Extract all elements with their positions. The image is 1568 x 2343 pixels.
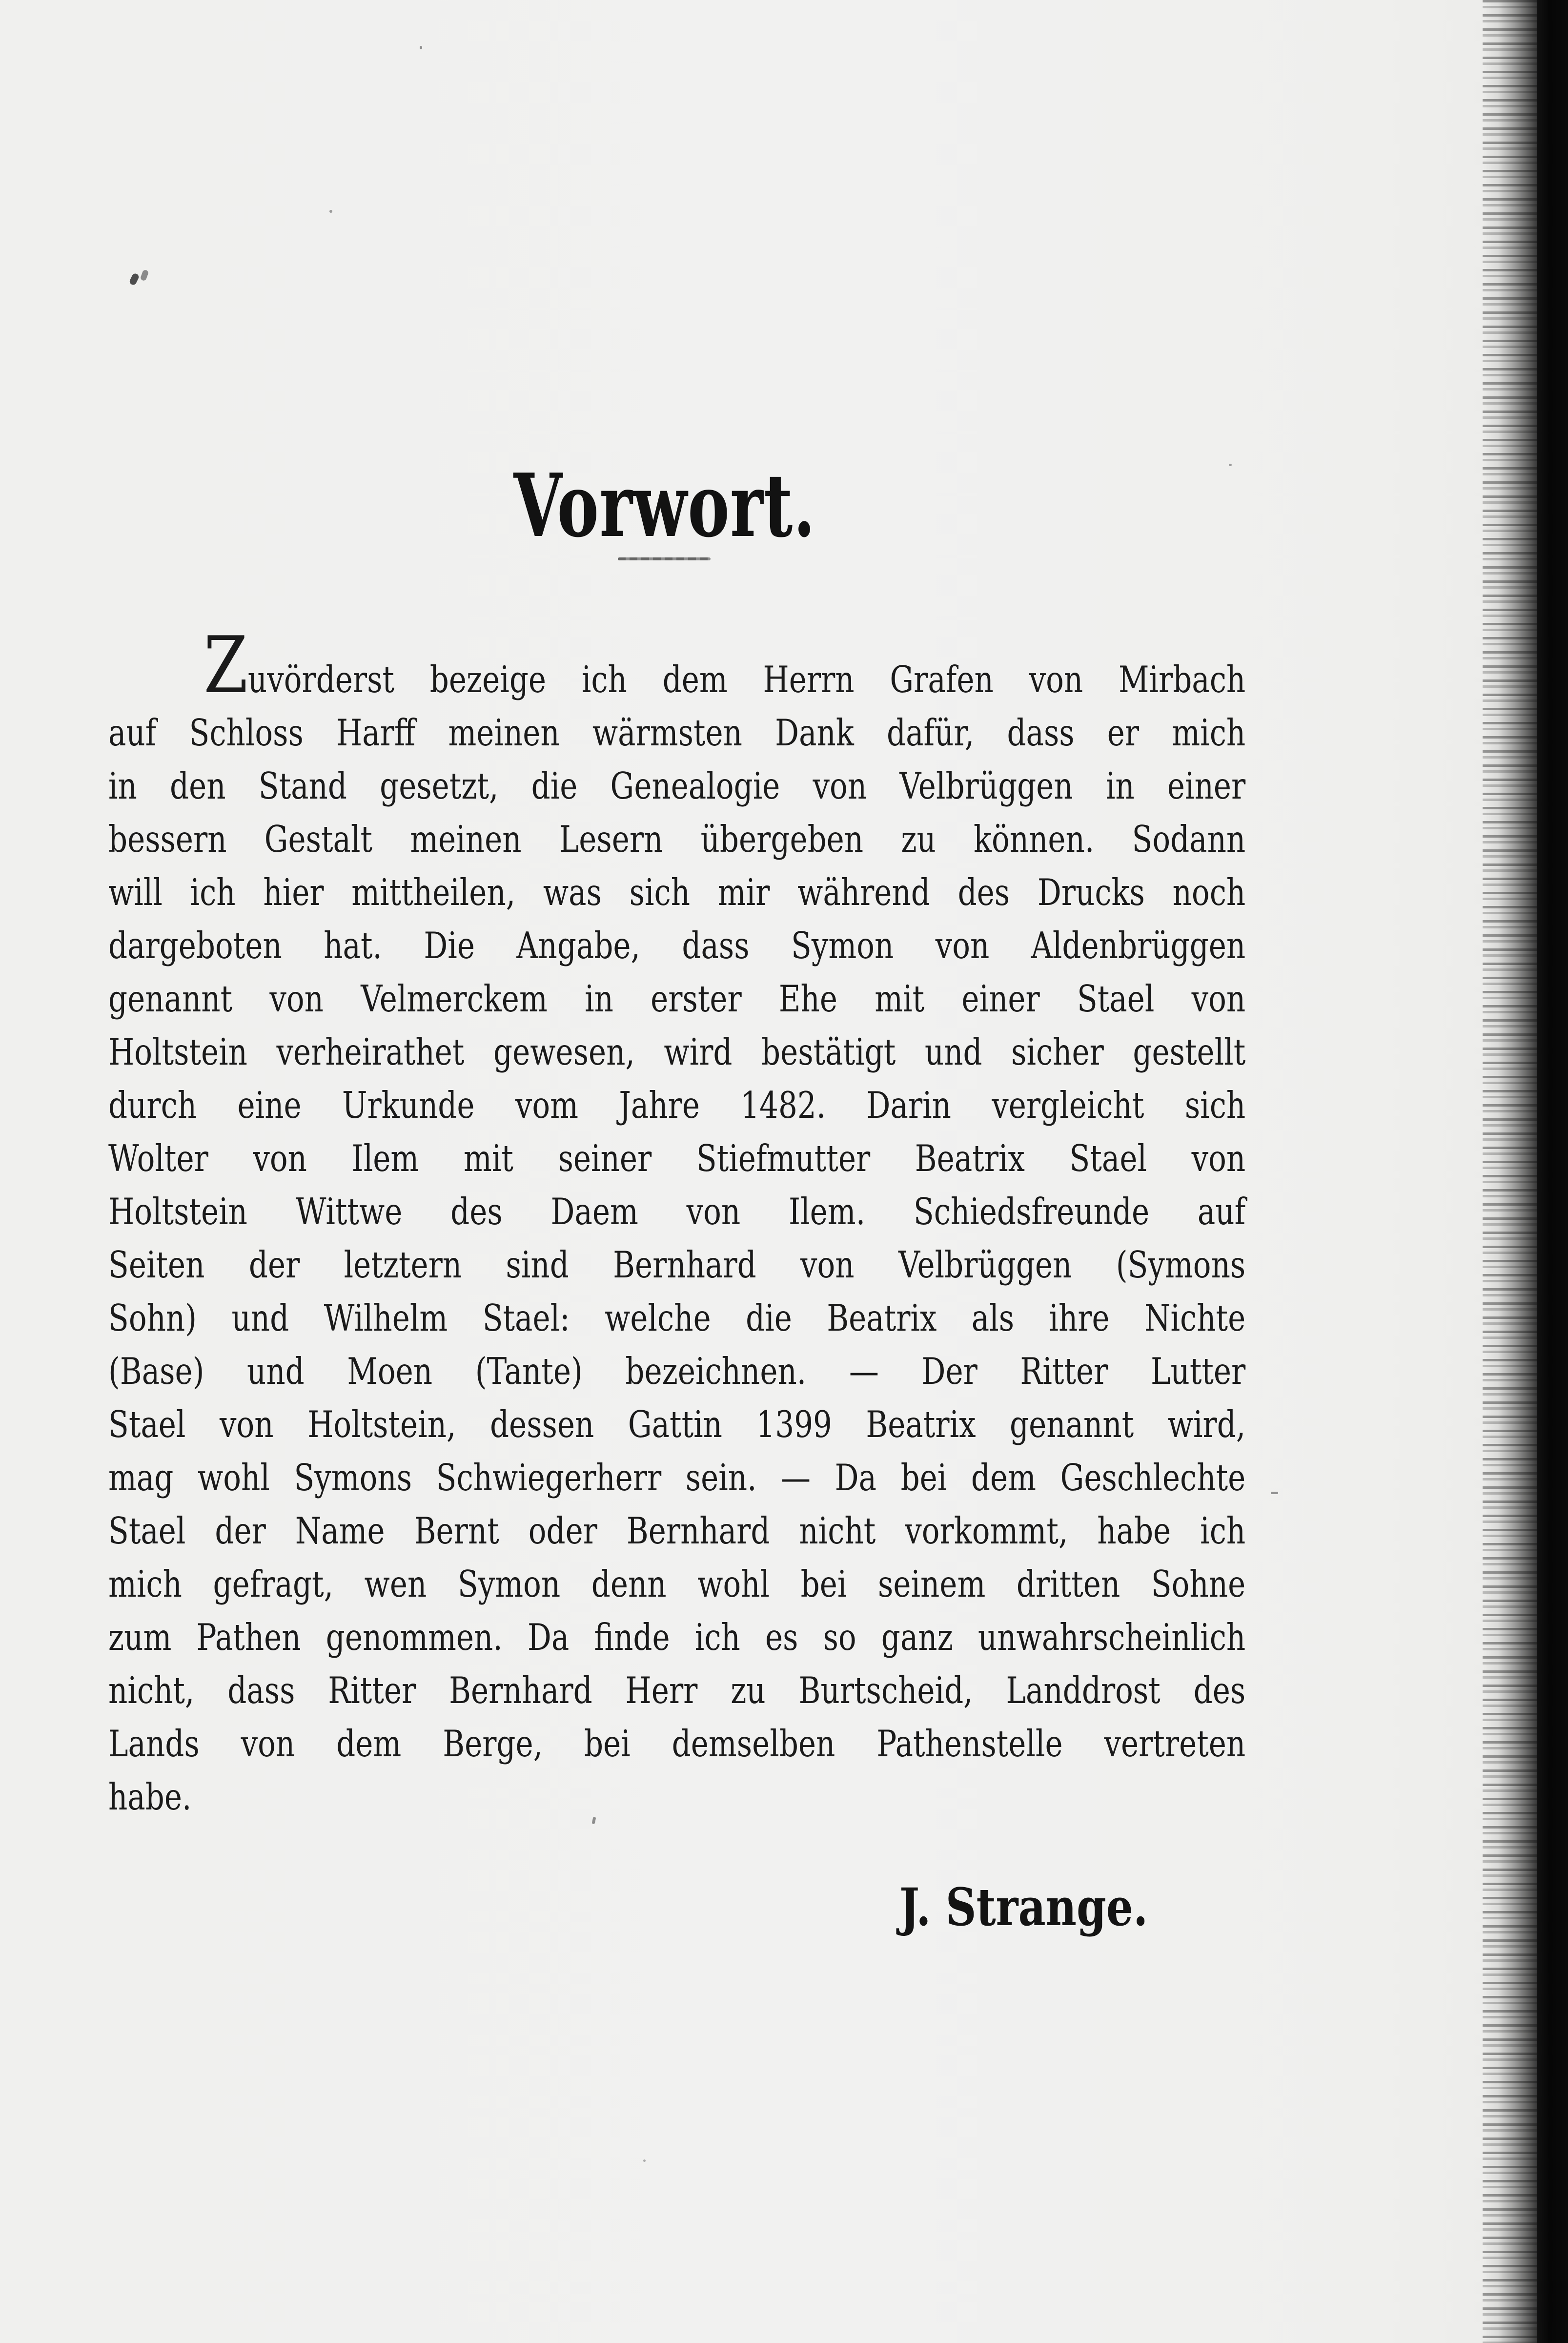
text-line: Lands von dem Berge, bei demselben Pathenstelle vertreten: [108, 1722, 1246, 1765]
text-line: Holtstein Wittwe des Daem von Ilem. Schiedsfreunde auf: [108, 1190, 1246, 1233]
page-title: [108, 454, 1221, 557]
ink-speck: [329, 210, 332, 213]
text-line: will ich hier mittheilen, was sich mir während des Drucks noch: [108, 871, 1246, 914]
page-title-text: Vorwort.: [513, 454, 816, 557]
text-line: bessern Gestalt meinen Lesern übergeben zu können. Sodann: [108, 818, 1246, 861]
text-line-content: uvörderst bezeige ich dem Herrn Grafen von Mirbach: [247, 658, 1246, 701]
text-line: dargeboten hat. Die Angabe, dass Symon von Aldenbrüggen: [108, 924, 1246, 967]
drop-cap-initial: Z: [204, 619, 248, 711]
ink-speck: [643, 2159, 646, 2162]
book-edge-gutter-shadow: [1483, 0, 1537, 2343]
text-line: Wolter von Ilem mit seiner Stiefmutter Beatrix Stael von: [108, 1137, 1246, 1180]
text-line: Stael von Holtstein, dessen Gattin 1399 Beatrix genannt wird,: [108, 1403, 1246, 1446]
text-line: genannt von Velmerckem in erster Ehe mit einer Stael von: [108, 977, 1246, 1020]
author-signature-text: J. Strange.: [899, 1876, 1148, 1937]
text-line: Stael der Name Bernt oder Bernhard nicht vorkommt, habe ich: [108, 1509, 1246, 1552]
book-edge-black-band: [1537, 0, 1568, 2343]
ink-speck: [1271, 1492, 1278, 1494]
body-text: [108, 619, 1246, 1824]
text-line: nicht, dass Ritter Bernhard Herr zu Burtscheid, Landdrost des: [108, 1669, 1246, 1712]
text-line: [108, 619, 1246, 711]
text-line: habe.: [108, 1775, 192, 1818]
ink-speck: [1229, 464, 1232, 466]
text-line: (Base) und Moen (Tante) bezeichnen. — Der Ritter Lutter: [108, 1350, 1246, 1393]
title-divider-rule: [618, 557, 711, 560]
text-line: zum Pathen genommen. Da finde ich es so ganz unwahrscheinlich: [108, 1616, 1246, 1659]
ink-speck: [420, 46, 422, 49]
text-line: durch eine Urkunde vom Jahre 1482. Darin vergleicht sich: [108, 1084, 1246, 1127]
text-line: Sohn) und Wilhelm Stael: welche die Beatrix als ihre Nichte: [108, 1296, 1246, 1339]
text-line: mich gefragt, wen Symon denn wohl bei seinem dritten Sohne: [108, 1562, 1246, 1605]
text-line: auf Schloss Harff meinen wärmsten Dank dafür, dass er mich: [108, 711, 1246, 754]
text-line: Seiten der letztern sind Bernhard von Velbrüggen (Symons: [108, 1243, 1246, 1286]
author-signature: [108, 1876, 1245, 1937]
ink-smudge: [140, 269, 149, 282]
text-line: mag wohl Symons Schwiegerherr sein. — Da bei dem Geschlechte: [108, 1456, 1246, 1499]
ink-smudge: [128, 272, 140, 286]
text-line: Holtstein verheirathet gewesen, wird bestätigt und sicher gestellt: [108, 1030, 1246, 1073]
text-line: in den Stand gesetzt, die Genealogie von Velbrüggen in einer: [108, 764, 1246, 807]
